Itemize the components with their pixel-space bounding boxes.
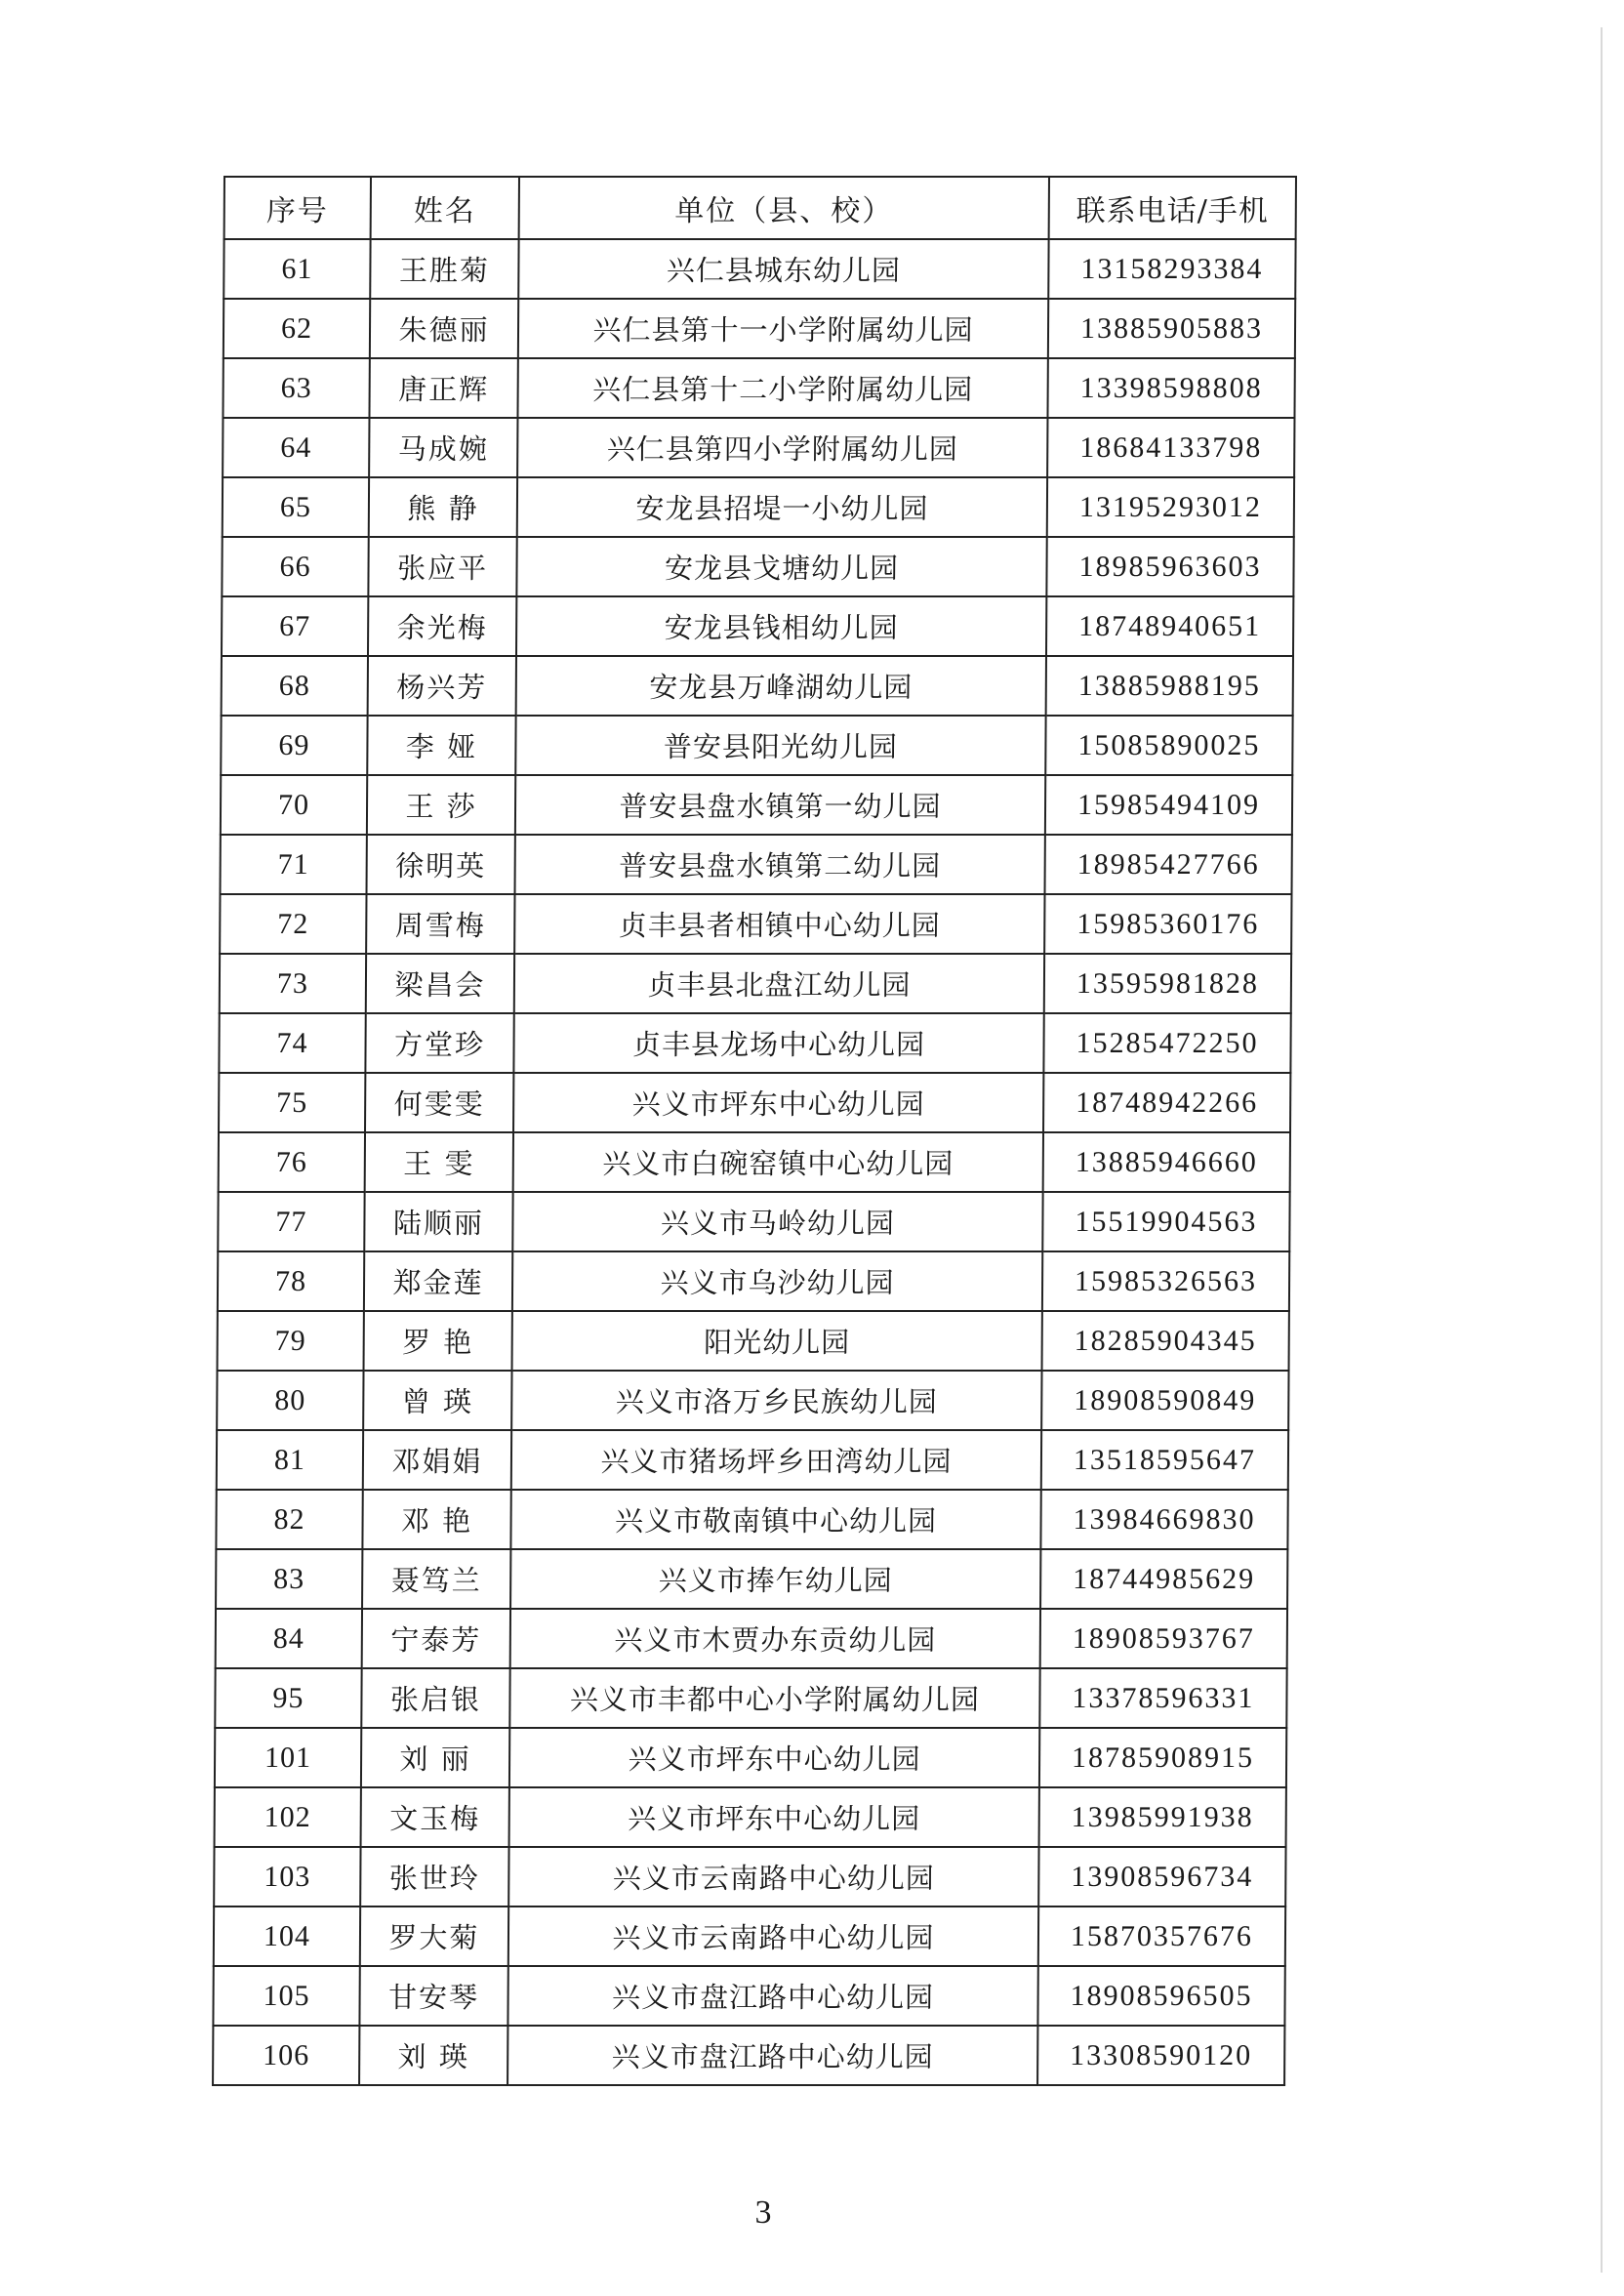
table-row (222, 656, 1293, 716)
table-row (218, 1192, 1289, 1251)
row-unit: 兴义市马岭幼儿园 (512, 1192, 1042, 1251)
row-name: 王 雯 (365, 1132, 513, 1192)
table-row (216, 1549, 1287, 1609)
row-unit: 兴义市坪东中心幼儿园 (509, 1728, 1039, 1787)
row-unit: 贞丰县北盘江幼儿园 (514, 954, 1044, 1013)
row-name: 方堂珍 (365, 1013, 513, 1073)
row-name: 聂笃兰 (362, 1549, 510, 1609)
row-name: 朱德丽 (370, 299, 518, 358)
row-seq: 73 (220, 954, 366, 1013)
row-name: 徐明英 (367, 835, 515, 894)
row-unit: 阳光幼儿园 (512, 1311, 1042, 1371)
row-name: 王胜菊 (370, 239, 518, 299)
table-row (221, 835, 1292, 894)
row-name: 张应平 (368, 537, 516, 596)
row-name: 陆顺丽 (364, 1192, 512, 1251)
row-seq: 81 (217, 1430, 363, 1490)
row-phone: 13158293384 (1048, 239, 1295, 299)
row-name: 梁昌会 (366, 954, 514, 1013)
row-unit: 兴义市盘江路中心幼儿园 (508, 2026, 1037, 2085)
row-phone: 15985360176 (1044, 894, 1291, 954)
row-seq: 64 (223, 418, 369, 477)
table-row (214, 1906, 1285, 1966)
row-unit: 安龙县钱相幼儿园 (516, 596, 1046, 656)
row-name: 罗大菊 (360, 1906, 508, 1966)
row-phone: 18748940651 (1046, 596, 1293, 656)
row-phone: 15985494109 (1045, 775, 1292, 835)
row-seq: 78 (218, 1251, 364, 1311)
row-phone: 13885946660 (1043, 1132, 1290, 1192)
header-name: 姓名 (371, 177, 519, 239)
row-name: 刘 丽 (361, 1728, 509, 1787)
row-unit: 兴义市乌沙幼儿园 (512, 1251, 1042, 1311)
row-seq: 61 (223, 239, 370, 299)
row-unit: 兴义市木贾办东贡幼儿园 (510, 1609, 1040, 1668)
row-unit: 普安县盘水镇第一幼儿园 (515, 775, 1045, 835)
table-row (215, 1787, 1286, 1847)
row-phone: 13378596331 (1039, 1668, 1286, 1728)
row-seq: 65 (223, 477, 369, 537)
header-unit: 单位（县、校） (519, 177, 1049, 239)
table-row (220, 894, 1291, 954)
row-phone: 15519904563 (1042, 1192, 1289, 1251)
row-phone: 18748942266 (1043, 1073, 1290, 1132)
row-name: 刘 瑛 (359, 2026, 508, 2085)
page-number: 3 (754, 2194, 772, 2231)
row-unit: 兴义市猪场坪乡田湾幼儿园 (511, 1430, 1041, 1490)
row-name: 张启银 (361, 1668, 509, 1728)
table-row (219, 1073, 1290, 1132)
row-name: 罗 艳 (364, 1311, 512, 1371)
table-row (222, 537, 1293, 596)
row-seq: 82 (216, 1490, 362, 1549)
row-unit: 兴仁县城东幼儿园 (518, 239, 1048, 299)
table-row (219, 1132, 1290, 1192)
row-phone: 15985326563 (1042, 1251, 1289, 1311)
row-phone: 13985991938 (1039, 1787, 1286, 1847)
row-seq: 102 (215, 1787, 361, 1847)
row-seq: 62 (223, 299, 370, 358)
row-seq: 69 (221, 716, 367, 775)
table-row (215, 1728, 1286, 1787)
row-seq: 77 (218, 1192, 364, 1251)
row-name: 李 娅 (367, 716, 515, 775)
row-phone: 13908596734 (1038, 1847, 1285, 1906)
row-unit: 兴义市捧乍幼儿园 (510, 1549, 1040, 1609)
row-name: 郑金莲 (364, 1251, 512, 1311)
table-row (221, 716, 1292, 775)
row-seq: 71 (221, 835, 367, 894)
row-name: 邓 艳 (362, 1490, 510, 1549)
table-row (223, 358, 1294, 418)
row-phone: 18985427766 (1045, 835, 1292, 894)
row-seq: 63 (223, 358, 369, 418)
row-name: 甘安琴 (359, 1966, 508, 2026)
table-row (216, 1490, 1287, 1549)
row-seq: 67 (222, 596, 368, 656)
header-phone: 联系电话/手机 (1049, 177, 1296, 239)
row-unit: 兴义市坪东中心幼儿园 (509, 1787, 1039, 1847)
row-unit: 普安县阳光幼儿园 (515, 716, 1045, 775)
row-unit: 贞丰县者相镇中心幼儿园 (514, 894, 1044, 954)
header-row (224, 177, 1296, 239)
row-phone: 18985963603 (1046, 537, 1293, 596)
row-seq: 101 (215, 1728, 361, 1787)
row-name: 何雯雯 (365, 1073, 513, 1132)
row-phone: 13308590120 (1037, 2026, 1284, 2085)
row-unit: 兴义市敬南镇中心幼儿园 (510, 1490, 1040, 1549)
row-unit: 兴义市云南路中心幼儿园 (508, 1906, 1038, 1966)
row-name: 余光梅 (368, 596, 516, 656)
row-name: 张世玲 (360, 1847, 508, 1906)
row-seq: 95 (215, 1668, 361, 1728)
row-seq: 84 (216, 1609, 362, 1668)
row-unit: 兴仁县第十一小学附属幼儿园 (518, 299, 1048, 358)
row-seq: 74 (219, 1013, 365, 1073)
row-unit: 兴义市洛万乡民族幼儿园 (511, 1371, 1041, 1430)
row-name: 熊 静 (369, 477, 517, 537)
row-name: 王 莎 (367, 775, 515, 835)
table-row (223, 477, 1294, 537)
table-row (216, 1609, 1287, 1668)
row-name: 宁泰芳 (362, 1609, 510, 1668)
row-unit: 兴义市云南路中心幼儿园 (508, 1847, 1038, 1906)
row-unit: 兴仁县第四小学附属幼儿园 (517, 418, 1047, 477)
row-phone: 18908593767 (1040, 1609, 1287, 1668)
row-name: 周雪梅 (366, 894, 514, 954)
row-seq: 75 (219, 1073, 365, 1132)
table-row (220, 954, 1291, 1013)
row-phone: 13984669830 (1040, 1490, 1287, 1549)
row-seq: 68 (222, 656, 368, 716)
row-phone: 13195293012 (1047, 477, 1294, 537)
row-seq: 80 (217, 1371, 363, 1430)
table-row (221, 775, 1292, 835)
row-unit: 兴义市白碗窑镇中心幼儿园 (513, 1132, 1043, 1192)
row-phone: 13885988195 (1046, 656, 1293, 716)
row-phone: 18785908915 (1039, 1728, 1286, 1787)
row-name: 曾 瑛 (363, 1371, 511, 1430)
row-seq: 72 (220, 894, 366, 954)
row-unit: 兴义市坪东中心幼儿园 (513, 1073, 1043, 1132)
table-row (218, 1311, 1289, 1371)
row-unit: 安龙县万峰湖幼儿园 (516, 656, 1046, 716)
row-phone: 18744985629 (1040, 1549, 1287, 1609)
row-seq: 76 (219, 1132, 365, 1192)
row-unit: 贞丰县龙场中心幼儿园 (513, 1013, 1043, 1073)
row-unit: 安龙县招堤一小幼儿园 (517, 477, 1047, 537)
row-phone: 18684133798 (1047, 418, 1294, 477)
roster-table (212, 176, 1297, 2086)
row-phone: 18908596505 (1037, 1966, 1284, 2026)
table-row (223, 299, 1295, 358)
row-unit: 普安县盘水镇第二幼儿园 (515, 835, 1045, 894)
table-row (217, 1430, 1288, 1490)
row-seq: 79 (218, 1311, 364, 1371)
row-phone: 13518595647 (1041, 1430, 1288, 1490)
row-seq: 66 (222, 537, 368, 596)
row-phone: 18908590849 (1041, 1371, 1288, 1430)
row-phone: 13595981828 (1044, 954, 1291, 1013)
table-row (215, 1668, 1286, 1728)
row-seq: 103 (214, 1847, 360, 1906)
row-phone: 18285904345 (1042, 1311, 1289, 1371)
table-row (217, 1371, 1288, 1430)
page-edge (1601, 27, 1603, 2273)
row-phone: 15285472250 (1043, 1013, 1290, 1073)
table-row (223, 418, 1294, 477)
row-name: 唐正辉 (369, 358, 517, 418)
row-seq: 70 (221, 775, 367, 835)
row-unit: 兴义市盘江路中心幼儿园 (508, 1966, 1037, 2026)
row-seq: 83 (216, 1549, 362, 1609)
header-seq: 序号 (224, 177, 371, 239)
row-name: 文玉梅 (361, 1787, 509, 1847)
row-unit: 兴义市丰都中心小学附属幼儿园 (509, 1668, 1039, 1728)
row-name: 邓娟娟 (363, 1430, 511, 1490)
table-row (213, 1966, 1284, 2026)
row-name: 杨兴芳 (368, 656, 516, 716)
row-phone: 15085890025 (1045, 716, 1292, 775)
table-row (223, 239, 1295, 299)
row-name: 马成婉 (369, 418, 517, 477)
table-row (214, 1847, 1285, 1906)
row-seq: 106 (213, 2026, 359, 2085)
row-seq: 105 (213, 1966, 359, 2026)
table-row (219, 1013, 1290, 1073)
row-unit: 兴仁县第十二小学附属幼儿园 (517, 358, 1047, 418)
table-row (222, 596, 1293, 656)
row-phone: 13398598808 (1047, 358, 1294, 418)
table-row (218, 1251, 1289, 1311)
roster-body (213, 239, 1296, 2085)
row-phone: 15870357676 (1038, 1906, 1285, 1966)
row-unit: 安龙县戈塘幼儿园 (516, 537, 1046, 596)
row-seq: 104 (214, 1906, 360, 1966)
row-phone: 13885905883 (1048, 299, 1295, 358)
table-row (213, 2026, 1284, 2085)
